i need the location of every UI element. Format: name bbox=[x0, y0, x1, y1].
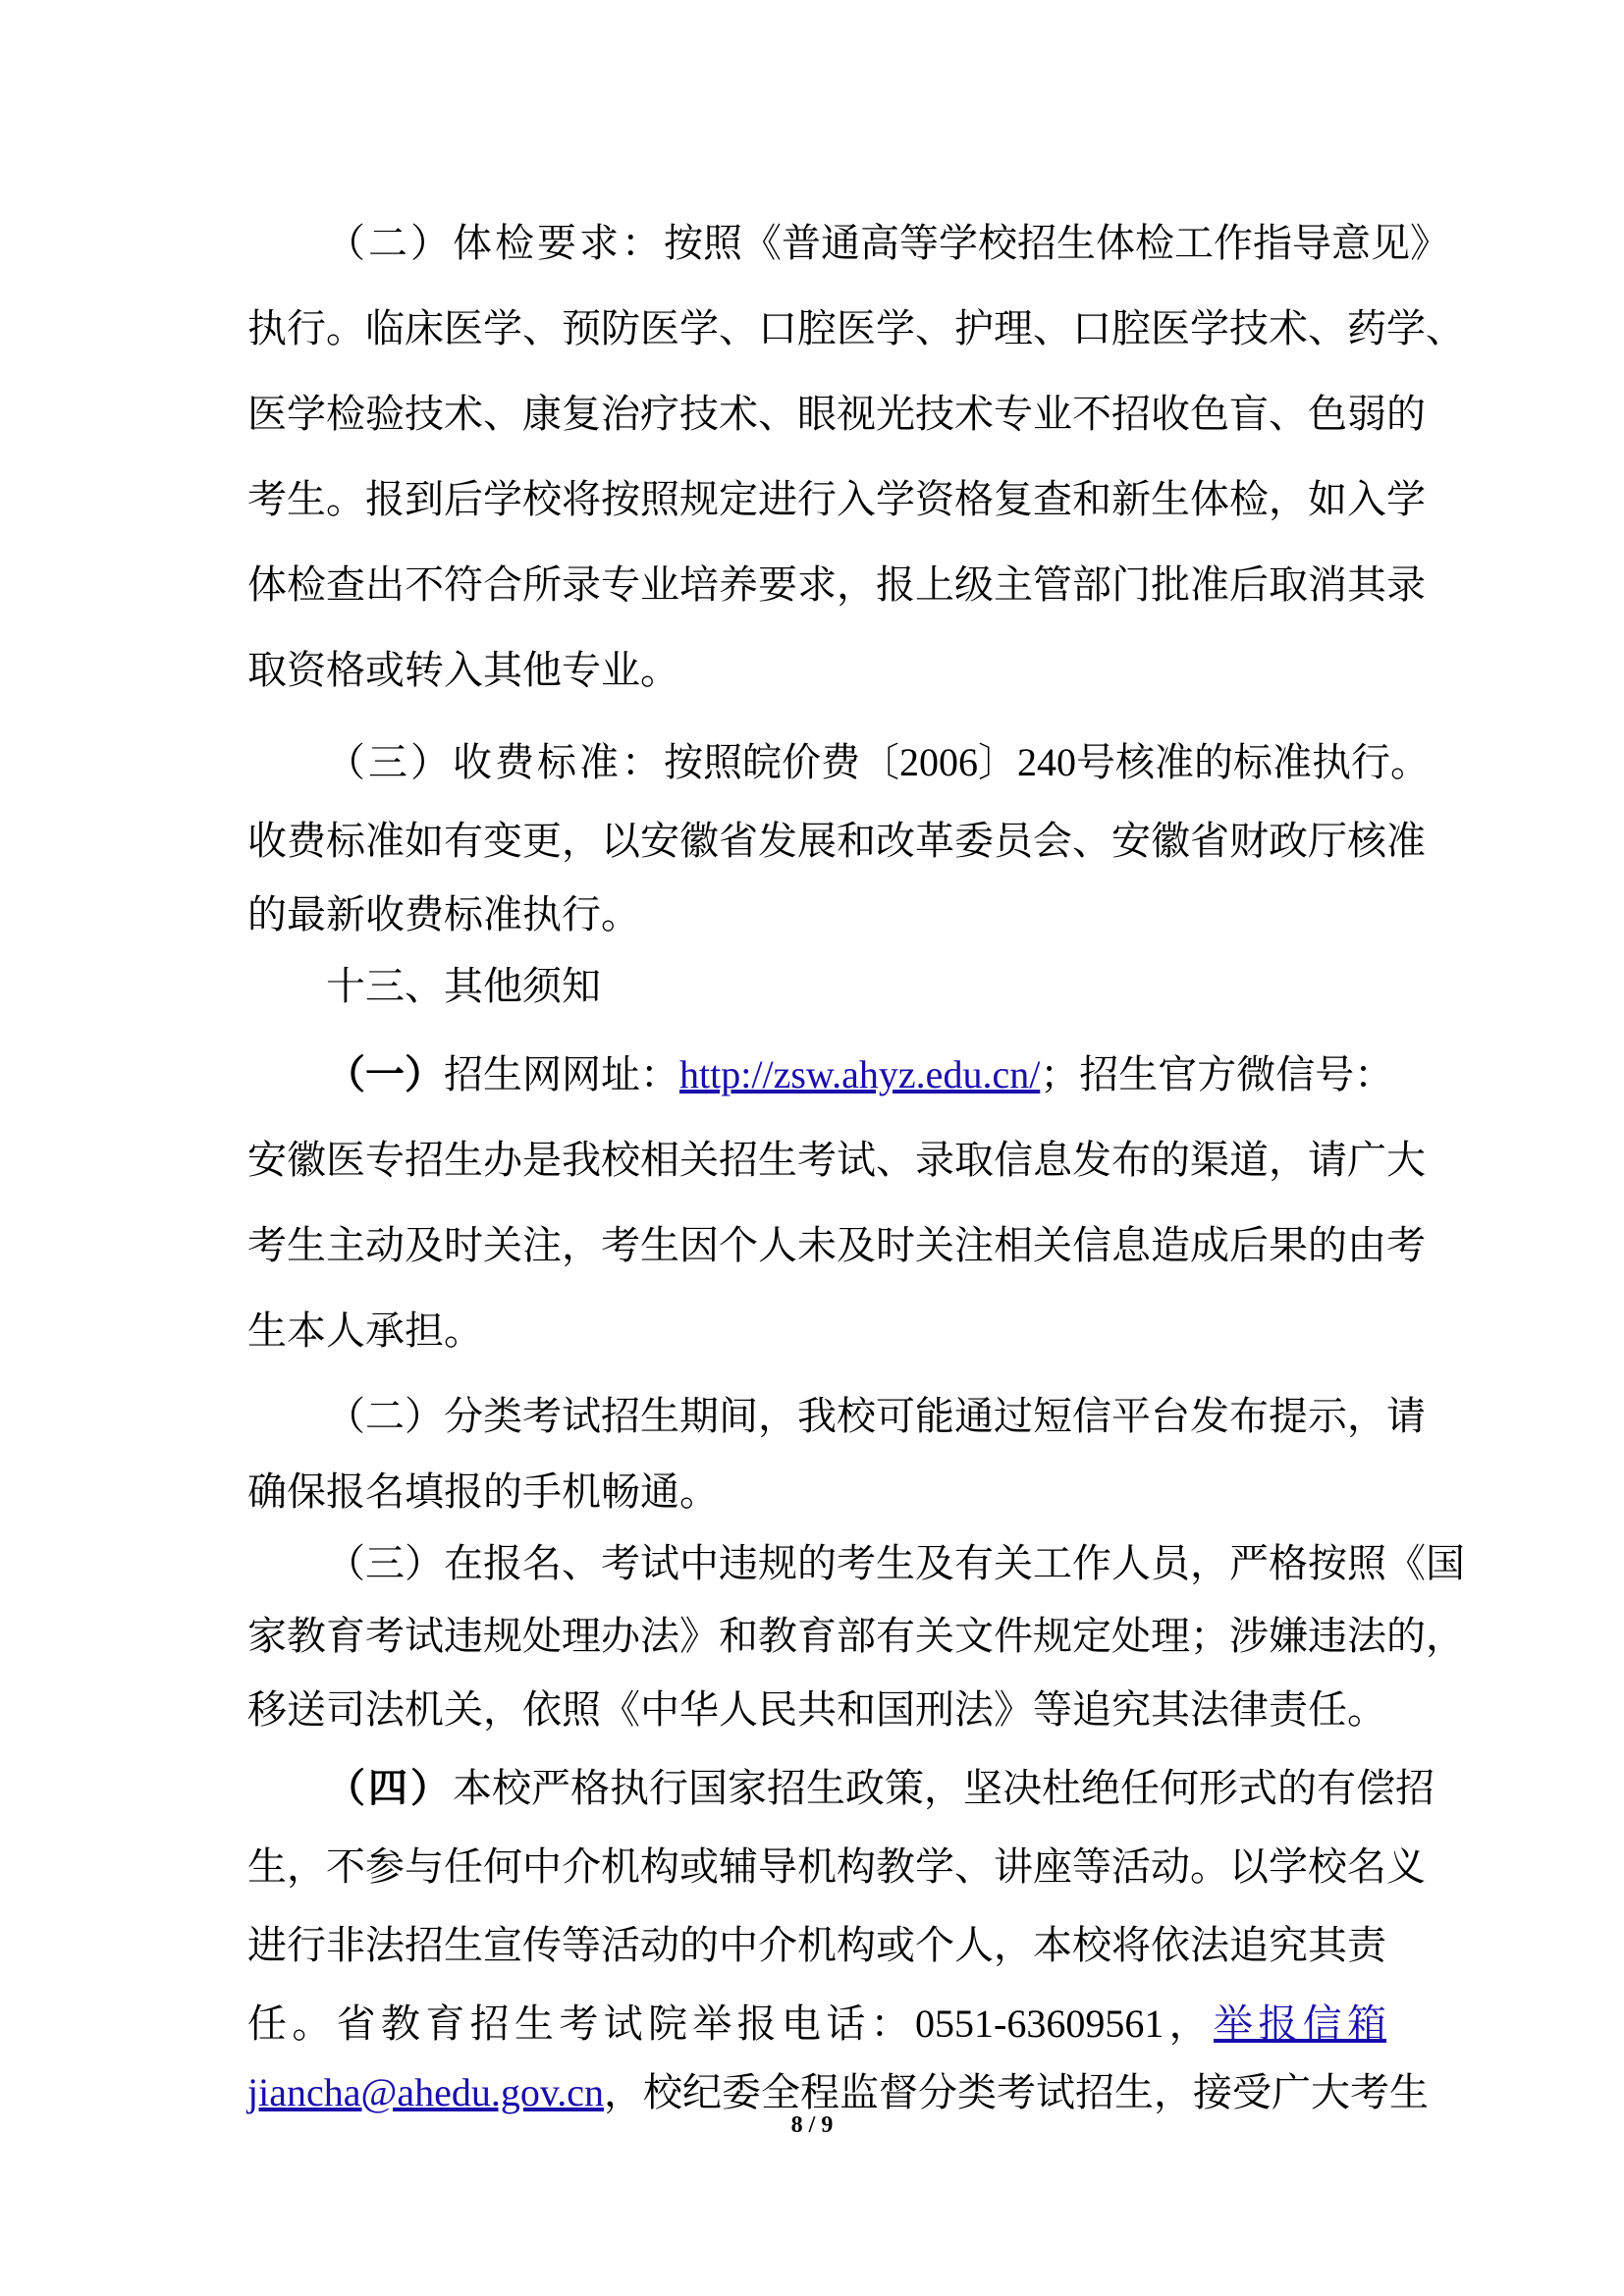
paragraph-line: 生本人承担。 bbox=[247, 1308, 483, 1354]
text-run: 按照皖价费〔 bbox=[664, 740, 899, 785]
paragraph-line: 收费标准如有变更，以安徽省发展和改革委员会、安徽省财政厅核准 bbox=[247, 819, 1426, 864]
item-heading: （三）收费标准： bbox=[326, 740, 664, 785]
report-email-link[interactable]: jiancha@ahedu.gov.cn bbox=[247, 2070, 604, 2114]
admissions-website-link[interactable]: http://zsw.ahyz.edu.cn/ bbox=[679, 1052, 1041, 1096]
text-run: ；招生官方微信号： bbox=[1040, 1052, 1394, 1097]
item-heading: （一） bbox=[326, 1052, 444, 1097]
paragraph-line bbox=[326, 1759, 1435, 1818]
report-mailbox-link[interactable]: 举报信箱 bbox=[1214, 2002, 1387, 2047]
text-run: 〕 bbox=[978, 740, 1017, 785]
document-number: 2006 bbox=[899, 740, 978, 784]
document-number: 240 bbox=[1017, 740, 1076, 784]
paragraph-line: 体检查出不符合所录专业培养要求，报上级主管部门批准后取消其录 bbox=[247, 562, 1426, 608]
paragraph-line bbox=[247, 1995, 1386, 2054]
paragraph-line bbox=[326, 1045, 1394, 1104]
paragraph-line: 确保报名填报的手机畅通。 bbox=[247, 1469, 719, 1515]
paragraph-line: （二）分类考试招生期间，我校可能通过短信平台发布提示，请 bbox=[326, 1394, 1426, 1439]
paragraph-line: 家教育考试违规处理办法》和教育部有关文件规定处理；涉嫌违法的， bbox=[247, 1614, 1465, 1659]
text-run: ， bbox=[1164, 2002, 1215, 2047]
section-heading: 十三、其他须知 bbox=[326, 964, 601, 1009]
text-run: 按照《普通高等学校招生体检工作指导意见》 bbox=[664, 221, 1449, 266]
page-number: 8 / 9 bbox=[790, 2112, 834, 2138]
text-run: ，校纪委全程监督分类考试招生，接受广大考生 bbox=[604, 2070, 1429, 2115]
text-run: 招生网网址： bbox=[444, 1052, 679, 1097]
paragraph-line: （三）在报名、考试中违规的考生及有关工作人员，严格按照《国 bbox=[326, 1541, 1465, 1586]
paragraph-line bbox=[326, 733, 1430, 792]
text-run: 号核准的标准执行。 bbox=[1076, 740, 1430, 785]
item-heading: （二）体检要求： bbox=[326, 221, 664, 266]
paragraph-line: 的最新收费标准执行。 bbox=[247, 892, 640, 937]
paragraph-line: 医学检验技术、康复治疗技术、眼视光技术专业不招收色盲、色弱的 bbox=[247, 392, 1426, 437]
paragraph-line: 考生主动及时关注，考生因个人未及时关注相关信息造成后果的由考 bbox=[247, 1223, 1426, 1268]
report-phone: 0551-63609561 bbox=[915, 2002, 1164, 2046]
paragraph-line: 生，不参与任何中介机构或辅导机构教学、讲座等活动。以学校名义 bbox=[247, 1844, 1426, 1890]
paragraph-line: 执行。临床医学、预防医学、口腔医学、护理、口腔医学技术、药学、 bbox=[247, 306, 1465, 351]
paragraph-line: 进行非法招生宣传等活动的中介机构或个人，本校将依法追究其责 bbox=[247, 1923, 1386, 1968]
paragraph-line bbox=[326, 214, 1449, 273]
paragraph-line: 取资格或转入其他专业。 bbox=[247, 648, 679, 693]
paragraph-line: 考生。报到后学校将按照规定进行入学资格复查和新生体检，如入学 bbox=[247, 477, 1426, 522]
text-run: 任。省教育招生考试院举报电话： bbox=[247, 2002, 916, 2047]
paragraph-line: 移送司法机关，依照《中华人民共和国刑法》等追究其法律责任。 bbox=[247, 1687, 1386, 1733]
item-heading: （四） bbox=[326, 1765, 453, 1811]
paragraph-line: 安徽医专招生办是我校相关招生考试、录取信息发布的渠道，请广大 bbox=[247, 1138, 1426, 1183]
text-run: 本校严格执行国家招生政策，坚决杜绝任何形式的有偿招 bbox=[453, 1766, 1435, 1811]
